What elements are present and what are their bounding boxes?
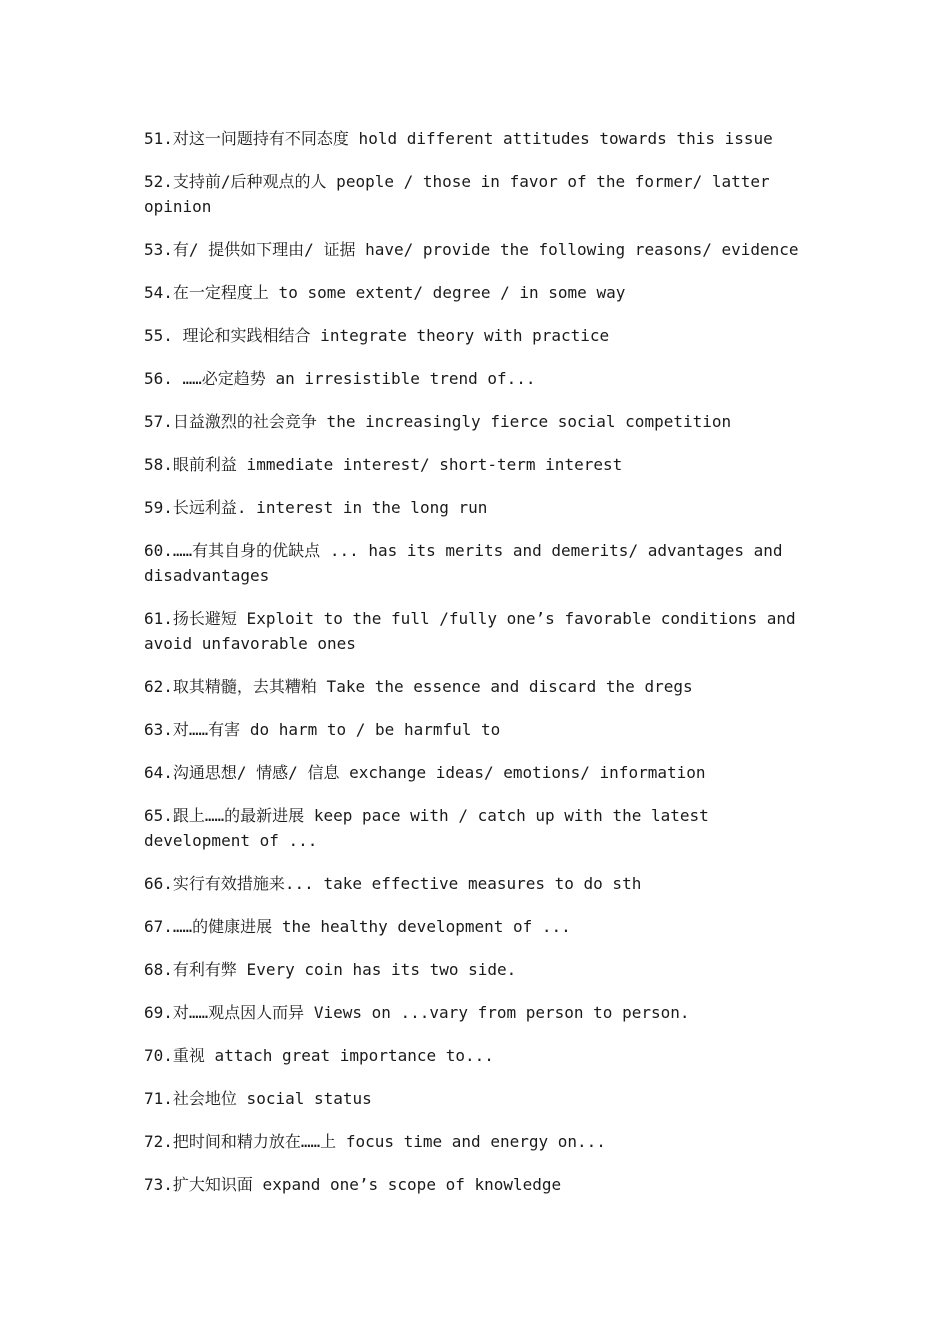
phrase-entry-63 bbox=[144, 717, 814, 742]
entry-english: social status bbox=[236, 1089, 372, 1108]
entry-chinese: 实行有效措施来... bbox=[172, 874, 314, 893]
entry-number: 55. bbox=[144, 326, 183, 345]
entry-chinese: 对……有害 bbox=[172, 720, 241, 739]
phrase-entry-69 bbox=[144, 1000, 814, 1025]
phrase-entry-58 bbox=[144, 452, 814, 477]
entry-english: expand one’s scope of knowledge bbox=[252, 1175, 562, 1194]
entry-number: 62. bbox=[144, 677, 173, 696]
phrase-entry-62 bbox=[144, 674, 814, 699]
phrase-entry-59 bbox=[144, 495, 814, 520]
entry-english: interest in the long run bbox=[246, 498, 488, 517]
entry-chinese: 跟上……的最新进展 bbox=[172, 806, 305, 825]
phrase-entry-66 bbox=[144, 871, 814, 896]
phrase-entry-67 bbox=[144, 914, 814, 939]
entry-number: 58. bbox=[144, 455, 173, 474]
entry-number: 69. bbox=[144, 1003, 173, 1022]
phrase-entry-61 bbox=[144, 606, 814, 656]
entry-number: 65. bbox=[144, 806, 173, 825]
phrase-entry-65 bbox=[144, 803, 814, 853]
entry-number: 72. bbox=[144, 1132, 173, 1151]
entry-chinese: ……必定趋势 bbox=[182, 369, 266, 388]
phrase-entry-54 bbox=[144, 280, 814, 305]
entry-english: Exploit to the full /fully one’s favorable conditions and avoid unfavorable ones bbox=[144, 609, 806, 653]
phrase-entry-56 bbox=[144, 366, 814, 391]
entry-english: take effective measures to do sth bbox=[313, 874, 642, 893]
phrase-entry-55 bbox=[144, 323, 814, 348]
entry-english: Take the essence and discard the dregs bbox=[316, 677, 693, 696]
entry-chinese: 长远利益. bbox=[172, 498, 247, 517]
phrase-entry-68 bbox=[144, 957, 814, 982]
entry-chinese: 有利有弊 bbox=[172, 960, 237, 979]
phrase-entry-73 bbox=[144, 1172, 814, 1197]
entry-chinese: 沟通思想/ 情感/ 信息 bbox=[172, 763, 340, 782]
entry-number: 60. bbox=[144, 541, 173, 560]
entry-number: 70. bbox=[144, 1046, 173, 1065]
entry-chinese: ……有其自身的优缺点 bbox=[172, 541, 321, 560]
phrase-entry-72 bbox=[144, 1129, 814, 1154]
phrase-entry-51 bbox=[144, 126, 814, 151]
entry-english: exchange ideas/ emotions/ information bbox=[339, 763, 706, 782]
entry-number: 54. bbox=[144, 283, 173, 302]
phrase-entry-64 bbox=[144, 760, 814, 785]
entry-chinese: 扬长避短 bbox=[172, 609, 237, 628]
entry-english: people / those in favor of the former/ latter opinion bbox=[144, 172, 780, 216]
phrase-entry-57 bbox=[144, 409, 814, 434]
entry-english: keep pace with / catch up with the latest development of ... bbox=[144, 806, 719, 850]
entry-chinese: 把时间和精力放在……上 bbox=[172, 1132, 337, 1151]
entry-number: 52. bbox=[144, 172, 173, 191]
entry-english: an irresistible trend of... bbox=[265, 369, 536, 388]
entry-number: 67. bbox=[144, 917, 173, 936]
entry-number: 59. bbox=[144, 498, 173, 517]
entry-number: 57. bbox=[144, 412, 173, 431]
entry-english: hold different attitudes towards this issue bbox=[348, 129, 773, 148]
entry-number: 56. bbox=[144, 369, 183, 388]
entry-english: Views on ...vary from person to person. bbox=[304, 1003, 690, 1022]
entry-chinese: 取其精髓，去其糟粕 bbox=[172, 677, 317, 696]
entry-number: 63. bbox=[144, 720, 173, 739]
entry-number: 71. bbox=[144, 1089, 173, 1108]
entry-chinese: 对……观点因人而异 bbox=[172, 1003, 305, 1022]
entry-chinese: 对这一问题持有不同态度 bbox=[172, 129, 349, 148]
entry-english: focus time and energy on... bbox=[336, 1132, 606, 1151]
document-page bbox=[144, 126, 814, 1215]
entry-number: 68. bbox=[144, 960, 173, 979]
entry-english: have/ provide the following reasons/ evidence bbox=[355, 240, 799, 259]
entry-number: 73. bbox=[144, 1175, 173, 1194]
phrase-entry-60 bbox=[144, 538, 814, 588]
entry-number: 66. bbox=[144, 874, 173, 893]
entry-chinese: 社会地位 bbox=[172, 1089, 237, 1108]
phrase-entry-52 bbox=[144, 169, 814, 219]
phrase-entry-53 bbox=[144, 237, 814, 262]
entry-english: the increasingly fierce social competition bbox=[316, 412, 732, 431]
phrase-entry-71 bbox=[144, 1086, 814, 1111]
entry-english: do harm to / be harmful to bbox=[240, 720, 501, 739]
entry-english: the healthy development of ... bbox=[272, 917, 571, 936]
entry-english: Every coin has its two side. bbox=[236, 960, 517, 979]
entry-number: 53. bbox=[144, 240, 173, 259]
entry-chinese: ……的健康进展 bbox=[172, 917, 273, 936]
entry-chinese: 有/ 提供如下理由/ 证据 bbox=[172, 240, 356, 259]
entry-chinese: 在一定程度上 bbox=[172, 283, 269, 302]
entry-english: integrate theory with practice bbox=[310, 326, 610, 345]
entry-chinese: 理论和实践相结合 bbox=[182, 326, 311, 345]
entry-english: immediate interest/ short-term interest bbox=[236, 455, 623, 474]
entry-chinese: 眼前利益 bbox=[172, 455, 237, 474]
entry-number: 64. bbox=[144, 763, 173, 782]
entry-number: 61. bbox=[144, 609, 173, 628]
entry-english: ... has its merits and demerits/ advantages and disadvantages bbox=[144, 541, 793, 585]
entry-english: attach great importance to... bbox=[204, 1046, 494, 1065]
entry-english: to some extent/ degree / in some way bbox=[268, 283, 626, 302]
entry-chinese: 支持前/后种观点的人 bbox=[172, 172, 327, 191]
entry-chinese: 日益激烈的社会竞争 bbox=[172, 412, 317, 431]
entry-number: 51. bbox=[144, 129, 173, 148]
entry-chinese: 扩大知识面 bbox=[172, 1175, 253, 1194]
phrase-entry-70 bbox=[144, 1043, 814, 1068]
entry-chinese: 重视 bbox=[172, 1046, 205, 1065]
